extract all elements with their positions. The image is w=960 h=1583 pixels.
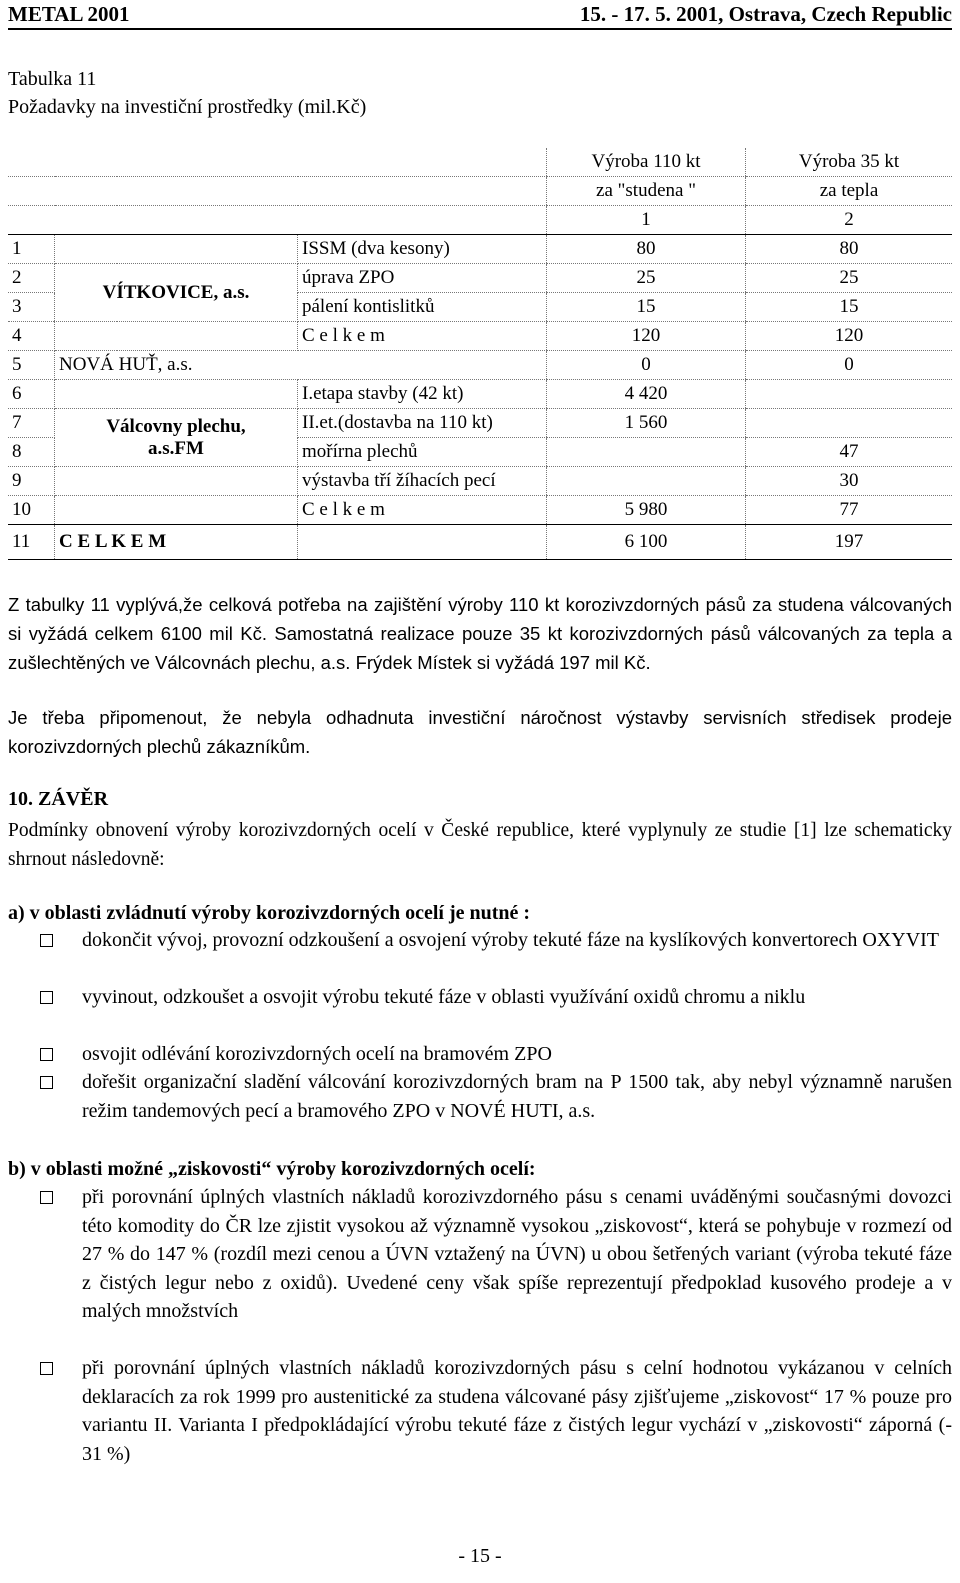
list-item: dokončit vývoj, provozní odzkoušení a osvojení výroby tekuté fáze na kyslíkových konvertorech OXYVIT	[40, 926, 952, 955]
conference-date-place: 15. - 17. 5. 2001, Ostrava, Czech Republic	[579, 1, 952, 26]
table-cell	[117, 496, 298, 525]
table-cell: 25	[547, 264, 746, 293]
table-cell: výstavba tří žíhacích pecí	[298, 467, 547, 496]
table-cell: 8	[8, 438, 55, 467]
table-row	[8, 322, 952, 351]
table-cell: 6	[8, 380, 55, 409]
checkbox-bullet-icon	[40, 934, 53, 947]
table-cell: 0	[547, 351, 746, 380]
col-index-2: 2	[746, 206, 953, 235]
conference-name: METAL 2001	[8, 1, 130, 26]
table-cell	[55, 322, 118, 351]
table-cell: 5	[8, 351, 55, 380]
table-cell: 2	[8, 264, 55, 293]
company-nova-hut: NOVÁ HUŤ, a.s.	[55, 351, 547, 380]
list-item: osvojit odlévání korozivzdorných ocelí na bramovém ZPO	[40, 1040, 952, 1069]
table-cell: 9	[8, 467, 55, 496]
table-cell: 77	[746, 496, 953, 525]
grand-total-label: C E L K E M	[55, 525, 298, 560]
table-title: Požadavky na investiční prostředky (mil.Kč)	[8, 96, 367, 118]
section-title: 10. ZÁVĚR	[8, 788, 109, 810]
table-cell	[117, 177, 298, 206]
table-cell: 1 560	[547, 409, 746, 438]
table-cell	[298, 206, 547, 235]
table-cell	[746, 409, 953, 438]
table-cell	[117, 148, 298, 177]
table-cell	[298, 148, 547, 177]
table-total-row	[8, 525, 952, 560]
list-b-title: b) v oblasti možné „ziskovosti“ výroby korozivzdorných ocelí:	[8, 1158, 536, 1180]
company-vitkovice: VÍTKOVICE, a.s.	[55, 264, 298, 322]
table-cell	[117, 322, 298, 351]
company-valcovny-fm: a.s.FM	[55, 438, 298, 467]
table-cell	[55, 177, 118, 206]
table-cell: II.et.(dostavba na 110 kt)	[298, 409, 547, 438]
table-cell: 7	[8, 409, 55, 438]
table-row	[8, 235, 952, 264]
table-cell: mořírna plechů	[298, 438, 547, 467]
table-head-row	[8, 206, 952, 235]
table-cell: úprava ZPO	[298, 264, 547, 293]
col-sub-hot: za tepla	[746, 177, 953, 206]
checkbox-bullet-icon	[40, 1362, 53, 1375]
table-cell: 4 420	[547, 380, 746, 409]
table-row	[8, 496, 952, 525]
investment-table	[8, 148, 952, 560]
table-cell	[55, 235, 118, 264]
table-cell	[55, 380, 118, 409]
table-cell	[117, 380, 298, 409]
table-cell: 80	[746, 235, 953, 264]
table-cell	[8, 148, 55, 177]
list-item: při porovnání úplných vlastních nákladů korozivzdorných pásu s celní hodnotou vykázanou v celních deklaracích za rok 1999 pro austenitické za studena válcované pásy zjišťujeme „ziskovost“ 17 % pouze pro variantu II. Varianta I předpokládající výrobu tekuté fáze z čistých legur vychází v „ziskovosti“ záporná (- 31 %)	[40, 1354, 952, 1468]
table-cell: pálení kontislitků	[298, 293, 547, 322]
table-cell: 1	[8, 235, 55, 264]
table-cell: I.etapa stavby (42 kt)	[298, 380, 547, 409]
table-cell	[55, 467, 118, 496]
table-cell	[117, 467, 298, 496]
table-cell: 3	[8, 293, 55, 322]
table-cell: 30	[746, 467, 953, 496]
col-head-cold: Výroba 110 kt	[547, 148, 746, 177]
table-row	[8, 380, 952, 409]
table-cell: C e l k e m	[298, 322, 547, 351]
table-cell: 4	[8, 322, 55, 351]
company-valcovny: Válcovny plechu,	[55, 409, 298, 438]
table-cell: 197	[746, 525, 953, 560]
list-item: při porovnání úplných vlastních nákladů korozivzdorného pásu s cenami uváděnými současnými dovozci této komodity do ČR lze zjistit vysokou až významně vysokou „ziskovost“, která se pohybuje v rozmezí od 27 % do 147 % (rozdíl mezi cenou a ÚVN vztažený na ÚVN) u obou šetřených variant (výroba tekuté fáze z čistých legur nebo z oxidů). Uvedené ceny však spíše reprezentují předpoklad kusového prodeje a v malých množstvích	[40, 1183, 952, 1326]
table-row	[8, 409, 952, 438]
checkbox-bullet-icon	[40, 1076, 53, 1089]
table-row	[8, 351, 952, 380]
table-cell: 47	[746, 438, 953, 467]
table-cell	[55, 496, 118, 525]
table-cell: 11	[8, 525, 55, 560]
table-cell	[117, 235, 298, 264]
table-cell	[8, 177, 55, 206]
table-cell	[746, 380, 953, 409]
table-cell: C e l k e m	[298, 496, 547, 525]
table-cell: 120	[746, 322, 953, 351]
table-cell: 25	[746, 264, 953, 293]
table-cell	[117, 206, 298, 235]
paragraph-summary: Z tabulky 11 vyplývá,že celková potřeba na zajištění výroby 110 kt korozivzdorných pásů za studena válcovaných si vyžádá celkem 6100 mil Kč. Samostatná realizace pouze 35 kt korozivzdorných pásů válcovaných za tepla a zušlechtěných ve Válcovnách plechu, a.s. Frýdek Místek si vyžádá 197 mil Kč.	[8, 594, 952, 673]
table-row	[8, 467, 952, 496]
checkbox-bullet-icon	[40, 1048, 53, 1061]
table-cell: ISSM (dva kesony)	[298, 235, 547, 264]
checkbox-bullet-icon	[40, 991, 53, 1004]
col-head-hot: Výroba 35 kt	[746, 148, 953, 177]
page-number: - 15 -	[458, 1545, 502, 1567]
col-sub-cold: za "studena "	[547, 177, 746, 206]
table-cell	[547, 438, 746, 467]
table-cell: 80	[547, 235, 746, 264]
table-row	[8, 264, 952, 293]
table-head-row	[8, 177, 952, 206]
col-index-1: 1	[547, 206, 746, 235]
section-intro: Podmínky obnovení výroby korozivzdorných ocelí v České republice, které vyplynuly ze studie [1] lze schematicky shrnout následovně:	[8, 820, 952, 870]
list-a-title: a) v oblasti zvládnutí výroby korozivzdorných ocelí je nutné :	[8, 902, 531, 924]
table-cell: 15	[746, 293, 953, 322]
table-cell	[55, 148, 118, 177]
list-item: dořešit organizační sladění válcování korozivzdorných bram na P 1500 tak, aby nebyl významně narušen režim tandemových pecí a bramového ZPO v NOVÉ HUTI, a.s.	[40, 1068, 952, 1125]
checkbox-bullet-icon	[40, 1191, 53, 1204]
paragraph-note: Je třeba připomenout, že nebyla odhadnuta investiční náročnost výstavby servisních středisek prodeje korozivzdorných plechů zákazníkům.	[8, 707, 952, 757]
table-cell	[55, 206, 118, 235]
table-cell	[298, 525, 547, 560]
table-cell: 15	[547, 293, 746, 322]
table-cell: 5 980	[547, 496, 746, 525]
table-caption: Tabulka 11	[8, 68, 97, 90]
page-header	[8, 0, 952, 30]
table-cell	[298, 177, 547, 206]
table-cell: 6 100	[547, 525, 746, 560]
table-row	[8, 438, 952, 467]
table-cell: 0	[746, 351, 953, 380]
table-head-row	[8, 148, 952, 177]
table-cell: 120	[547, 322, 746, 351]
list-item: vyvinout, odzkoušet a osvojit výrobu tekuté fáze v oblasti využívání oxidů chromu a niklu	[40, 983, 952, 1012]
table-cell	[8, 206, 55, 235]
table-cell: 10	[8, 496, 55, 525]
table-cell	[547, 467, 746, 496]
